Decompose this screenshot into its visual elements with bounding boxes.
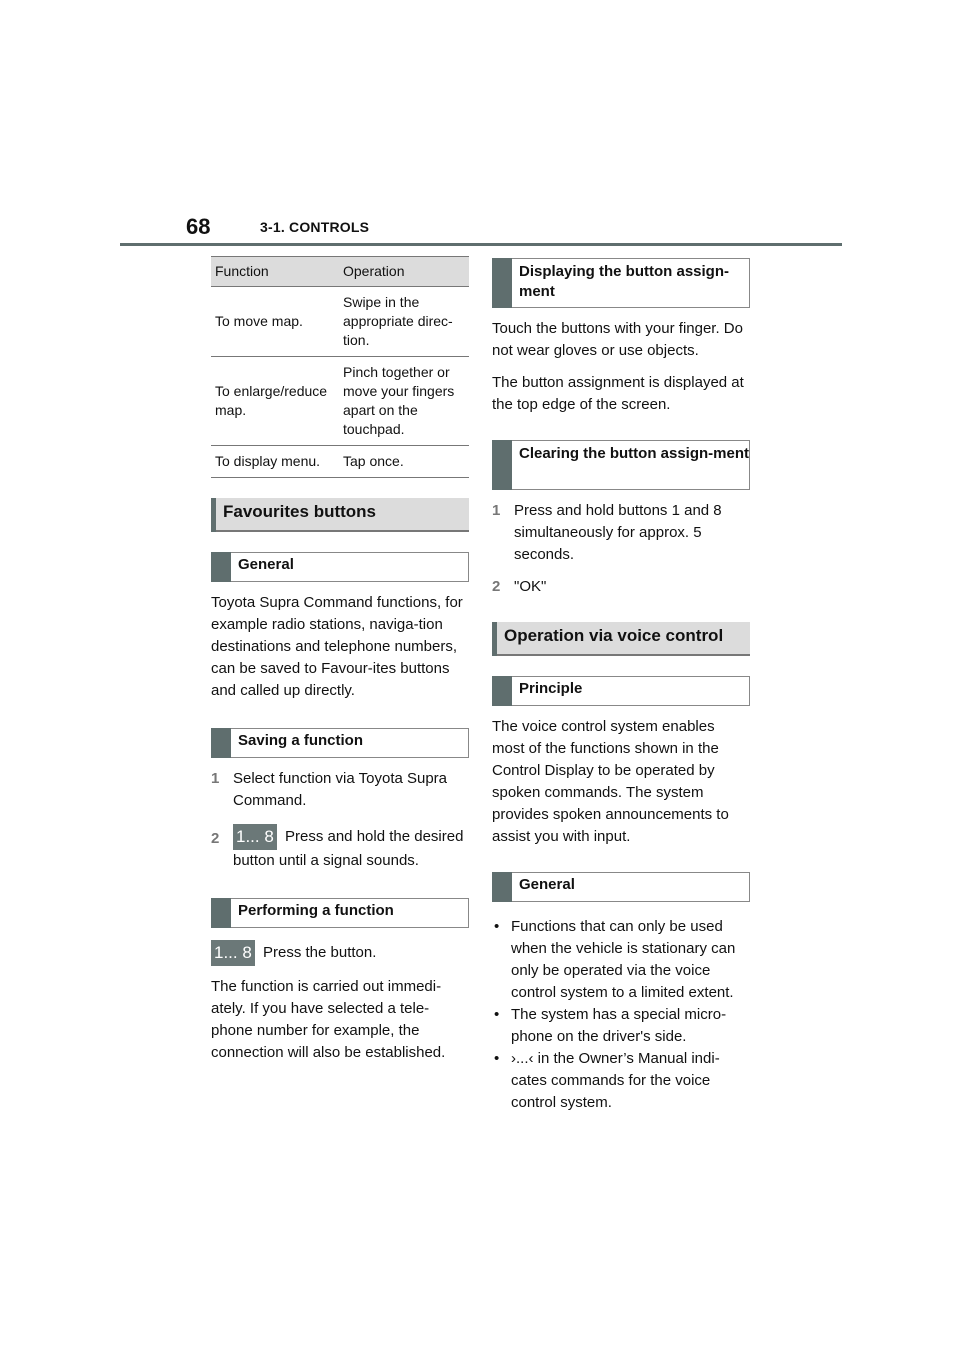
displaying-heading: Displaying the button assign-ment <box>492 258 750 308</box>
list-item: • Functions that can only be used when the vehicle is stationary can only be operated via the voice control system to a limited extent. <box>492 916 750 1004</box>
step-number: 2 <box>492 578 501 595</box>
step-text: Select function via Toyota Supra Command. <box>233 770 448 809</box>
voice-general-list <box>492 916 750 1114</box>
performing-text: Press the button. <box>262 943 377 961</box>
table-cell-operation: Swipe in the appropriate direc-tion. <box>339 287 469 357</box>
favourites-button-icon: 1... 8 <box>211 940 255 966</box>
general-text: Toyota Supra Command functions, for example radio stations, naviga-tion destinations and telephone numbers, can be saved to Favour-ites buttons and called up directly. <box>211 594 463 699</box>
page-number: 68 <box>186 214 211 239</box>
performing-heading: Performing a function <box>211 898 469 928</box>
principle-text: The voice control system enables most of the functions shown in the Control Display to be operated by spoken commands. The system provides spoken announcements to assist you with input. <box>492 718 729 845</box>
table-header-operation: Operation <box>339 257 469 287</box>
step-number: 2 <box>211 830 220 847</box>
performing-line <box>211 940 469 966</box>
displaying-text-2: The button assignment is displayed at the top edge of the screen. <box>492 374 744 413</box>
table-cell-operation: Tap once. <box>339 446 469 478</box>
clearing-heading: Clearing the button assign-ment <box>492 440 750 490</box>
clearing-step-2 <box>492 576 750 598</box>
step-text: Press and hold buttons 1 and 8 simultaneously for approx. 5 seconds. <box>514 502 722 563</box>
function-table <box>211 256 469 478</box>
list-item: • The system has a special micro-phone on the driver's side. <box>492 1004 750 1048</box>
favourites-heading: Favourites buttons <box>211 498 469 532</box>
table-header-row <box>211 257 469 287</box>
performing-result: The function is carried out immedi-ately. If you have selected a tele-phone number for example, the connection will also be established. <box>211 978 446 1061</box>
table-cell-function: To enlarge/reduce map. <box>211 357 339 446</box>
table-cell-function: To display menu. <box>211 446 339 478</box>
saving-step-2 <box>211 824 469 872</box>
section-title: 3-1. CONTROLS <box>260 219 370 235</box>
table-row <box>211 357 469 446</box>
voice-control-heading: Operation via voice control <box>492 622 750 656</box>
header-divider <box>120 243 842 246</box>
voice-general-heading: General <box>492 872 750 902</box>
saving-heading: Saving a function <box>211 728 469 758</box>
table-header-function: Function <box>211 257 339 287</box>
list-item: • ›...‹ in the Owner’s Manual indi-cates commands for the voice control system. <box>492 1048 750 1114</box>
step-number: 1 <box>492 502 501 519</box>
principle-heading: Principle <box>492 676 750 706</box>
saving-step-1 <box>211 768 469 812</box>
table-cell-operation: Pinch together or move your fingers apart on the touchpad. <box>339 357 469 446</box>
step-text: Press and hold the desired button until a signal sounds. <box>233 827 464 869</box>
table-cell-function: To move map. <box>211 287 339 357</box>
general-heading: General <box>211 552 469 582</box>
left-column <box>211 256 469 1064</box>
favourites-button-icon: 1... 8 <box>233 824 277 850</box>
displaying-text-1: Touch the buttons with your finger. Do not wear gloves or use objects. <box>492 320 743 359</box>
table-row <box>211 446 469 478</box>
right-column <box>492 256 750 1114</box>
clearing-step-1 <box>492 500 750 566</box>
step-text: "OK" <box>514 578 547 595</box>
table-row <box>211 287 469 357</box>
step-number: 1 <box>211 770 220 787</box>
